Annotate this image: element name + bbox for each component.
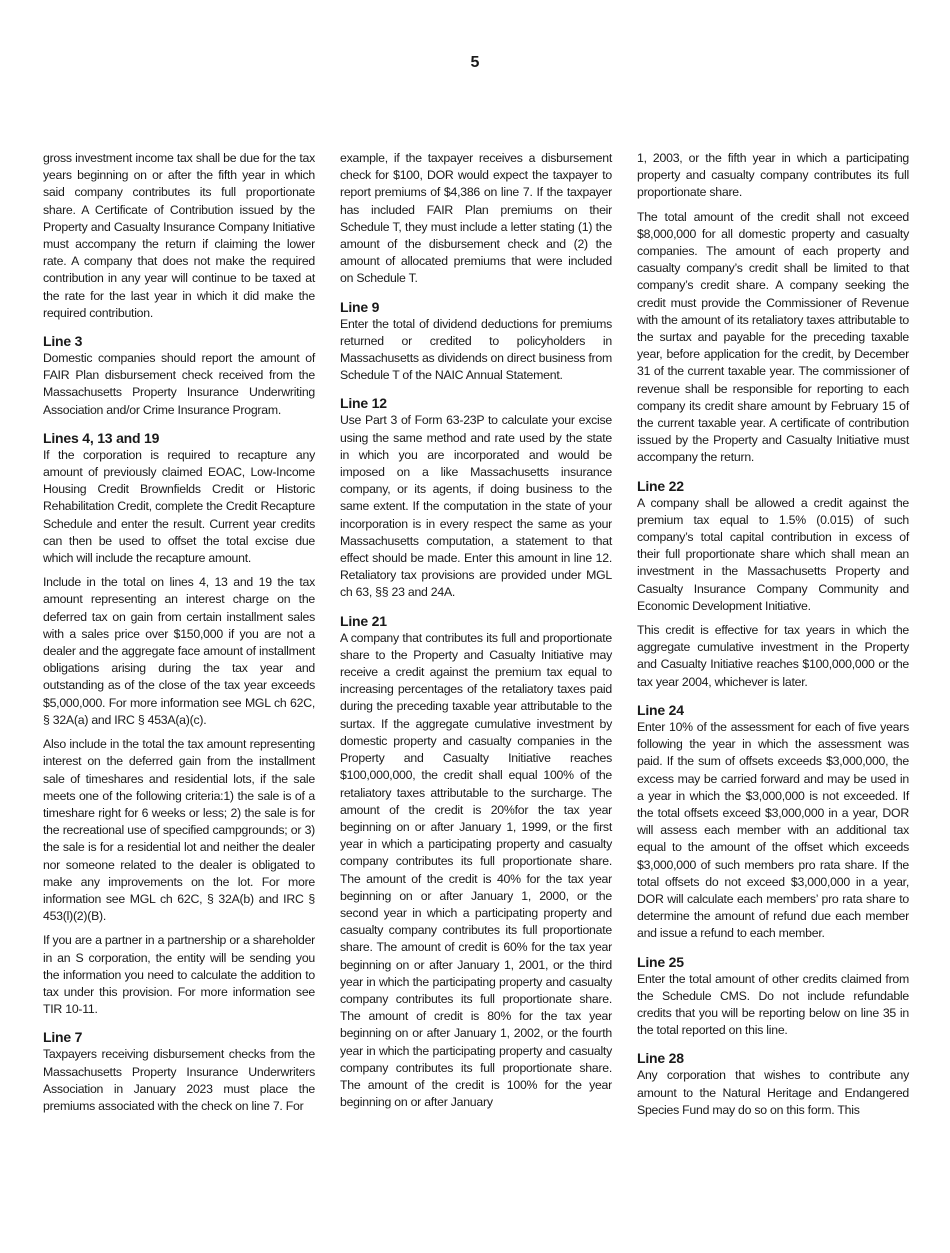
body-paragraph: Use Part 3 of Form 63-23P to calculate your excise using the same method and rate used by the state in which you are incorporated and would be imposed on a like Massachusetts insurance company, or its agents, if doing business to the same extent. If the computation in the state of your incorporation is in every respect the same as your Massachusetts computation, a statement to that effect should be made. Enter this amount in line 12. Retaliatory tax provisions are provided under MGL ch 63, §§ 23 and 24A. (340, 413, 612, 600)
section-heading: Line 21 (340, 612, 387, 629)
body-paragraph: Enter 10% of the assessment for each of five years following the year in which the assessment was paid. If the sum of offsets exceeds $3,000,000, the excess may be carried forward and may be used in a year in which the $3,000,000 is not exceeded. If the total offsets exceed $3,000,000 in a year, DOR will assess each member with an additional tax equal to the amount of the offset which exceeds $3,000,000 of such members pro rata share. If the total offsets do not exceed $3,000,000 in a year, DOR will calculate each members’ pro rata share to determine the amount of refund due each member and issue a refund to each member. (637, 719, 909, 941)
instruction-columns (43, 150, 909, 1126)
section-heading: Line 22 (637, 477, 684, 494)
body-paragraph: A company that contributes its full and proportionate share to the Property and Casualty Initiative may receive a credit against the premium tax equal to increasing percentages of the retaliatory taxes paid during the preceding taxable year attributable to the surtax. If the aggregate cumulative investment by domestic property and casualty companies in the Property and Casualty Initiative reaches $100,000,000, the credit shall equal 100% of the retaliatory taxes attributable to the surcharge. The amount of the credit is 20%for the tax year beginning on or after January 1, 1999, or the first year in which a participating property and casualty company contributes its full proportionate share. The amount of the credit is 40% for the tax year beginning on or after January 1, 2000, or the second year in which a participating property and casualty company contributes its full proportionate share. The amount of credit is 60% for the tax year beginning on or after January 1, 2001, or the third year in which the participating property and casualty company contributes its full proportionate share. The amount of credit is 80% for the tax year beginning on or after January 1, 2002, or the fourth year in which the participating property and casualty company contributes its full proportionate share. The amount of the credit is 100% for the year beginning on or after January (340, 630, 612, 1110)
page-number: 5 (470, 54, 480, 71)
body-paragraph: Include in the total on lines 4, 13 and 19 the tax amount representing an interest charge on the deferred tax on gain from certain installment sales with a sales price over $150,000 if you are not a dealer and the aggregate face amount of installment obligations arising during the tax year and outstanding as of the close of the tax year exceeds $5,000,000. For more information see MGL ch 62C, § 32A(a) and IRC § 453A(a)(c). (43, 575, 315, 727)
section-heading: Line 28 (637, 1050, 684, 1067)
body-paragraph: This credit is effective for tax years in which the aggregate cumulative investment in the Property and Casualty Initiative reaches $100,000,000 or the tax year 2004, whichever is later. (637, 623, 909, 689)
body-paragraph: Any corporation that wishes to contribute any amount to the Natural Heritage and Endangered Species Fund may do so on this form. This (637, 1068, 909, 1117)
body-paragraph: 1, 2003, or the fifth year in which a participating property and casualty company contributes its full proportionate share. (637, 151, 909, 200)
body-paragraph: gross investment income tax shall be due for the tax years beginning on or after the fifth year in which said company contributes its full proportionate share. A Certificate of Contribution issued by the Property and Casualty Insurance Company Initiative must accompany the return if claiming the lower rate. A company that does not make the required contribution in any year will continue to be taxed at the rate for the last year in which it did make the required contribution. (43, 151, 315, 320)
column-right (637, 150, 909, 1126)
section-heading: Line 3 (43, 333, 83, 350)
column-middle (340, 150, 612, 1126)
body-paragraph: Also include in the total the tax amount representing interest on the deferred gain from the installment sale of timeshares and residential lots, if the sale meets one of the following criteria:1) the sale is of a timeshare right for 6 weeks or less; 2) the sale is for the recreational use of specified campgrounds; or 3) the sale is for a residential lot and neither the dealer nor someone related to the dealer is obligated to make any improvements on the lot. For more information see MGL ch 62C, § 32A(b) and IRC § 453(l)(2)(B). (43, 737, 315, 924)
body-paragraph: Domestic companies should report the amount of FAIR Plan disbursement check received from the Massachusetts Property Insurance Underwriting Association and/or Crime Insurance Program. (43, 351, 315, 417)
body-paragraph: Enter the total amount of other credits claimed from the Schedule CMS. Do not include refundable credits that you will be reporting below on line 35 in the total reported on this line. (637, 971, 909, 1038)
body-paragraph: example, if the taxpayer receives a disbursement check for $100, DOR would expect the taxpayer to report premiums of $4,386 on line 7. If the taxpayer has included FAIR Plan premiums on their Schedule T, they must include a letter stating (1) the amount of the disbursement check and (2) the amount of allocated premiums that were included on Schedule T. (340, 151, 612, 286)
body-paragraph: Enter the total of dividend deductions for premiums returned or credited to policyholders in Massachusetts as dividends on direct business from Schedule T of the NAIC Annual Statement. (340, 316, 612, 383)
section-heading: Line 7 (43, 1029, 83, 1046)
body-paragraph: Taxpayers receiving disbursement checks from the Massachusetts Property Insurance Underwriters Association in January 2023 must place the premiums associated with the check on line 7. For (43, 1047, 315, 1113)
body-paragraph: A company shall be allowed a credit against the premium tax equal to 1.5% (0.015) of such company’s total capital contribution in excess of their full proportionate share which shall mean an investment in the Massachusetts Property and Casualty Insurance Company Community and Economic Development Initiative. (637, 495, 909, 613)
body-paragraph: If you are a partner in a partnership or a shareholder in an S corporation, the entity will be sending you the information you need to calculate the addition to tax under this provision. For more information see TIR 10-11. (43, 933, 315, 1017)
section-heading: Lines 4, 13 and 19 (43, 429, 160, 446)
column-left (43, 150, 315, 1126)
body-paragraph: If the corporation is required to recapture any amount of previously claimed EOAC, Low-Income Housing Credit Brownfields Credit or Historic Rehabilitation Credit, complete the Credit Recapture Schedule and enter the result. Current year credits can then be used to offset the total excise due which will include the recapture amount. (43, 447, 315, 566)
body-paragraph: The total amount of the credit shall not exceed $8,000,000 for all domestic property and casualty companies. The amount of each property and casualty company’s credit shall be limited to that company’s credit share. A company seeking the credit must provide the Commissioner of Revenue with the amount of its retaliatory taxes attributable to the surtax and payable for the preceding taxable year, before application for the credit, by December 31 of the current taxable year. The commissioner of revenue shall be responsible for reporting to each company its credit share amount by February 15 of the current taxable year. A certificate of contribution issued by the Property and Casualty Initiative must accompany the return. (637, 209, 909, 465)
section-heading: Line 25 (637, 953, 684, 970)
section-heading: Line 12 (340, 395, 387, 412)
section-heading: Line 24 (637, 701, 684, 718)
section-heading: Line 9 (340, 298, 380, 315)
